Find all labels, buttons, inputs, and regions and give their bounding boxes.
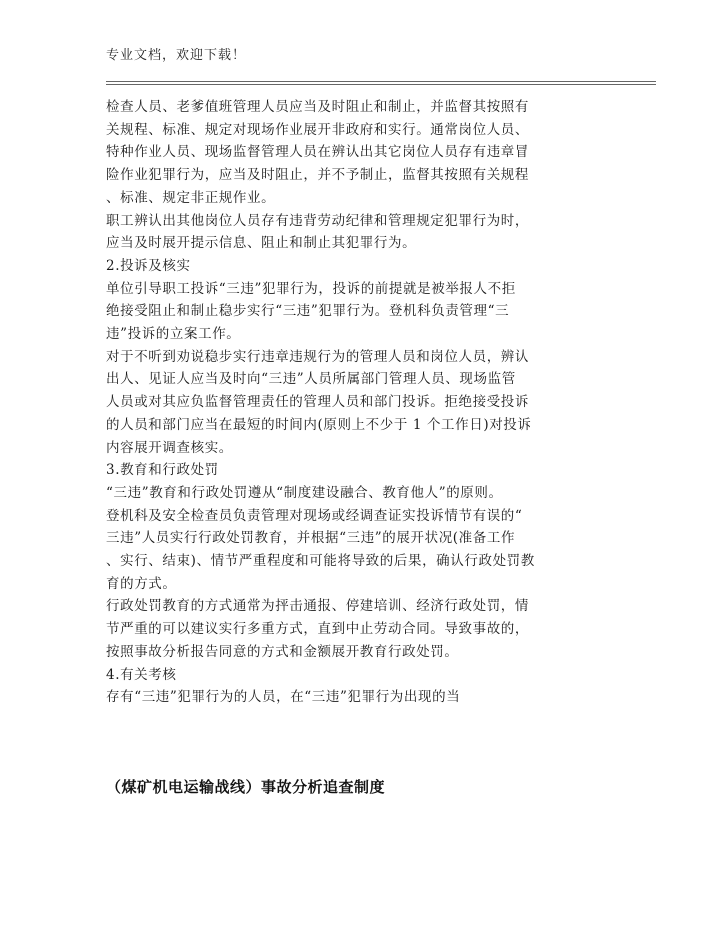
body-line: 、实行、结束)、情节严重程度和可能将导致的后果，确认行政处罚教 [106,553,535,570]
body-line: 、标准、规定非正规作业。 [106,189,276,206]
body-line: 违”投诉的立案工作。 [106,326,241,343]
header-rule-top [106,81,656,82]
body-line: 存有“三违”犯罪行为的人员，在“三违”犯罪行为出现的当 [106,689,461,706]
section-heading: 3.教育和行政处罚 [106,462,219,479]
body-line: 按照事故分析报告同意的方式和金额展开教育行政处罚。 [106,643,459,660]
body-line: 人员或对其应负监督管理责任的管理人员和部门投诉。拒绝接受投诉 [106,394,529,411]
header-rule-bottom [106,84,656,85]
body-line: 单位引导职工投诉“三违”犯罪行为，投诉的前提就是被举报人不拒 [106,280,516,297]
body-line: 内容展开调查核实。 [106,439,233,456]
body-line: 出人、见证人应当及时向“三违”人员所属部门管理人员、现场监管 [106,371,516,388]
body-line: 险作业犯罪行为，应当及时阻止，并不予制止，监督其按照有关规程 [106,167,529,184]
section-heading: 2.投诉及核实 [106,257,191,274]
section-heading: 4.有关考核 [106,666,177,683]
body-line: 关规程、标准、规定对现场作业展开非政府和实行。通常岗位人员、 [106,121,529,138]
body-line: 节严重的可以建议实行多重方式，直到中止劳动合同。导致事故的， [106,621,529,638]
body-line: 登机科及安全检查员负责管理对现场或经调查证实投诉情节有误的“ [106,507,523,524]
document-body [106,96,636,709]
body-line: 育的方式。 [106,575,177,592]
body-line: 三违”人员实行行政处罚教育，并根据“三违”的展开状况(准备工作 [106,530,516,547]
page-header: 专业文档，欢迎下载！ [106,48,247,63]
body-line: 检查人员、老爹值班管理人员应当及时阻止和制止，并监督其按照有 [106,99,529,115]
body-line: 绝接受阻止和制止稳步实行“三违”犯罪行为。登机科负责管理“三 [106,303,510,320]
body-line: 行政处罚教育的方式通常为抨击通报、停建培训、经济行政处罚，情 [106,598,529,615]
document-title: （煤矿机电运输战线）事故分析追查制度 [106,778,386,796]
body-line: 特种作业人员、现场监督管理人员在辨认出其它岗位人员存有违章冒 [106,144,529,161]
body-line: 对于不听到劝说稳步实行违章违规行为的管理人员和岗位人员，辨认 [106,348,529,365]
body-line: “三违”教育和行政处罚遵从“制度建设融合、教育他人”的原则。 [106,484,503,501]
body-line: 应当及时展开提示信息、阻止和制止其犯罪行为。 [106,235,417,252]
body-line: 职工辨认出其他岗位人员存有违背劳动纪律和管理规定犯罪行为时， [106,212,529,229]
body-line: 的人员和部门应当在最短的时间内(原则上不少于 1 个工作日)对投诉 [106,416,532,433]
